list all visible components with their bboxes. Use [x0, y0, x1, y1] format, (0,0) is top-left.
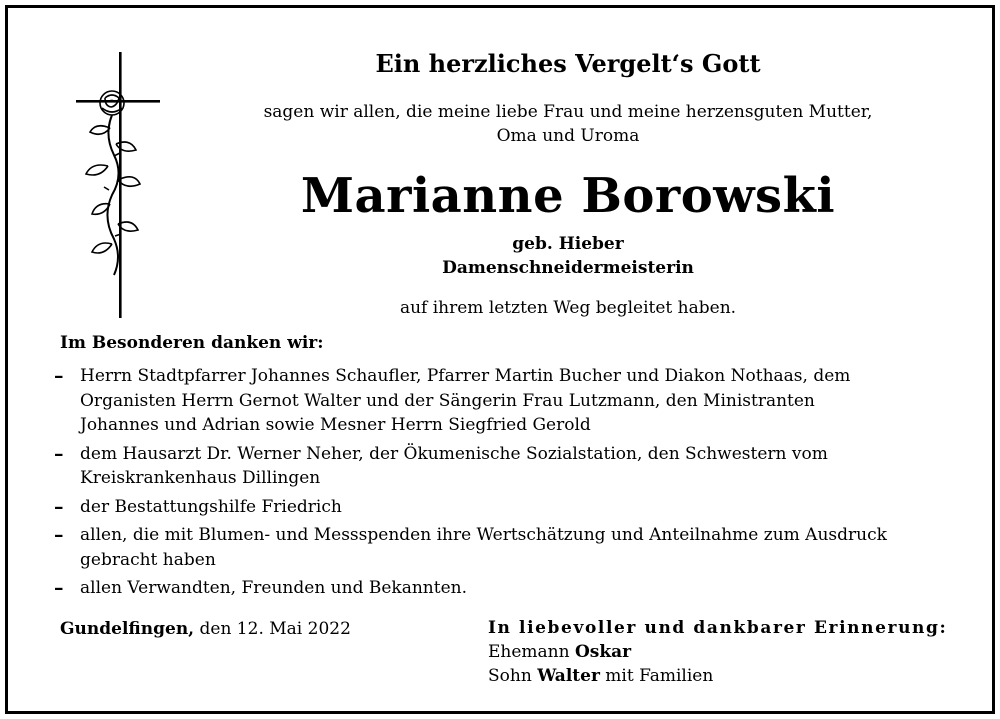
cross-with-rose-icon — [72, 48, 164, 320]
list-item — [52, 495, 972, 520]
notice-frame — [5, 5, 995, 714]
list-item-line: allen Verwandten, Freunden und Bekannten. — [80, 578, 467, 598]
spouse-name: Oskar — [574, 642, 632, 662]
son-name: Walter — [537, 666, 600, 686]
dash-marker: – — [54, 495, 64, 518]
list-item-line: dem Hausarzt Dr. Werner Neher, der Ökumenische Sozialstation, den Schwestern vom — [80, 443, 828, 464]
date: den 12. Mai 2022 — [194, 619, 351, 639]
son-line — [488, 664, 978, 688]
dash-marker: – — [54, 524, 64, 546]
birth-name: geb. Hieber — [512, 234, 624, 254]
intro-line-2: Oma und Uroma — [496, 126, 640, 146]
dash-marker: – — [54, 442, 64, 465]
list-item-line: Organisten Herrn Gernot Walter und der Sängerin Frau Lutzmann, den Ministranten — [80, 390, 815, 411]
list-item — [52, 523, 972, 572]
son-label: Sohn — [488, 666, 538, 686]
dash-marker: – — [54, 365, 64, 387]
memory-block — [488, 616, 978, 688]
accompanied-text: auf ihrem letzten Weg begleitet haben. — [399, 298, 737, 318]
memory-title: In liebevoller und dankbarer Erinnerung: — [488, 618, 948, 638]
thanks-list — [52, 364, 972, 605]
intro-line-1: sagen wir allen, die meine liebe Frau und meine herzensguten Mutter, — [263, 102, 873, 122]
list-item — [52, 364, 972, 438]
dash-marker: – — [54, 577, 64, 599]
son-suffix: mit Familien — [599, 666, 714, 686]
list-item-line: Johannes und Adrian sowie Mesner Herrn Siegfried Gerold — [80, 415, 591, 435]
list-item — [52, 442, 972, 491]
spouse-label: Ehemann — [488, 642, 575, 662]
place: Gundelfingen, — [60, 619, 195, 639]
spouse-line — [488, 640, 978, 664]
list-item-line: Herrn Stadtpfarrer Johannes Schaufler, Pfarrer Martin Bucher und Diakon Nothaas, dem — [80, 366, 851, 386]
list-item-line: allen, die mit Blumen- und Messspenden ihre Wertschätzung und Anteilnahme zum Ausdruck — [80, 525, 887, 545]
list-item-line: Kreiskrankenhaus Dillingen — [80, 468, 321, 488]
thanks-heading: Im Besonderen danken wir: — [60, 333, 324, 353]
list-item-line: gebracht haben — [80, 549, 216, 570]
intro-text — [178, 100, 958, 148]
place-and-date — [60, 616, 351, 642]
list-item — [52, 576, 972, 601]
notice-title: Ein herzliches Vergelt‘s Gott — [375, 49, 761, 78]
profession: Damenschneidermeisterin — [442, 258, 694, 278]
list-item-line: der Bestattungshilfe Friedrich — [80, 496, 342, 517]
deceased-name: Marianne Borowski — [300, 168, 836, 224]
